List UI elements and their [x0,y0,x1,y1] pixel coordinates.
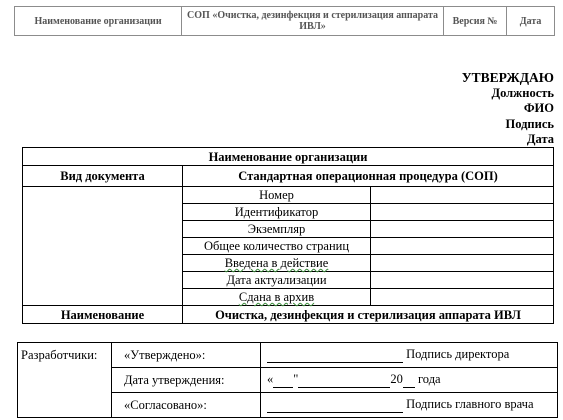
approve-title: УТВЕРЖДАЮ [461,70,554,85]
header-org: Наименование организации [15,7,182,36]
name-label: Наименование [23,306,183,324]
director-signature-line [267,347,403,363]
doc-type-label: Вид документа [23,166,183,187]
field-updated: Дата актуализации [183,272,371,289]
chief-signature-line [267,397,403,413]
approve-signature: Подпись [505,116,554,131]
field-identifier: Идентификатор [183,204,371,221]
director-signature-label: Подпись директора [406,347,510,361]
chief-signature-label: Подпись главного врача [406,397,534,411]
approve-fio: ФИО [523,101,554,115]
year-line [403,372,415,388]
chief-signature-cell [261,393,558,418]
day-line [273,372,293,388]
approval-block [462,70,554,148]
header-sop-title: СОП «Очистка, дезинфекция и стерилизация аппарата ИВЛ» [182,7,444,36]
field-effective [183,255,371,272]
header-date: Дата [507,7,555,36]
developers-table [17,342,558,418]
approve-date: Дата [526,132,554,146]
field-archived [183,289,371,306]
field-copy-value [371,221,554,238]
agreed-label: «Согласовано»: [112,393,261,418]
director-signature-cell [261,343,558,368]
document-info-table [22,147,554,324]
field-page-count: Общее количество страниц [183,238,371,255]
developers-label: Разработчики: [18,343,112,418]
month-line [298,372,390,388]
field-number-value [371,187,554,204]
field-archived-value [371,289,554,306]
field-page-count-value [371,238,554,255]
doc-type-value: Стандартная операционная процедура (СОП) [183,166,554,187]
year-suffix: года [417,372,441,386]
field-identifier-value [371,204,554,221]
date-mid-quote: " [293,372,299,386]
field-copy: Экземпляр [183,221,371,238]
approve-position: Должность [491,85,554,100]
document-header [14,6,555,36]
date-open-quote: « [267,372,274,386]
name-value: Очистка, дезинфекция и стерилизация аппарата ИВЛ [183,306,554,324]
approved-label: «Утверждено»: [112,343,261,368]
year-prefix: 20 [390,372,403,386]
header-version: Версия № [443,7,506,36]
field-archived-label: Сдана в архив [238,290,315,304]
field-effective-label: Введена в действие [224,256,329,270]
org-name-cell: Наименование организации [23,148,554,166]
field-effective-value [371,255,554,272]
blank-cell [23,187,183,306]
approval-date-label: Дата утверждения: [112,368,261,393]
field-updated-value [371,272,554,289]
approval-date-cell [261,368,558,393]
field-number: Номер [183,187,371,204]
